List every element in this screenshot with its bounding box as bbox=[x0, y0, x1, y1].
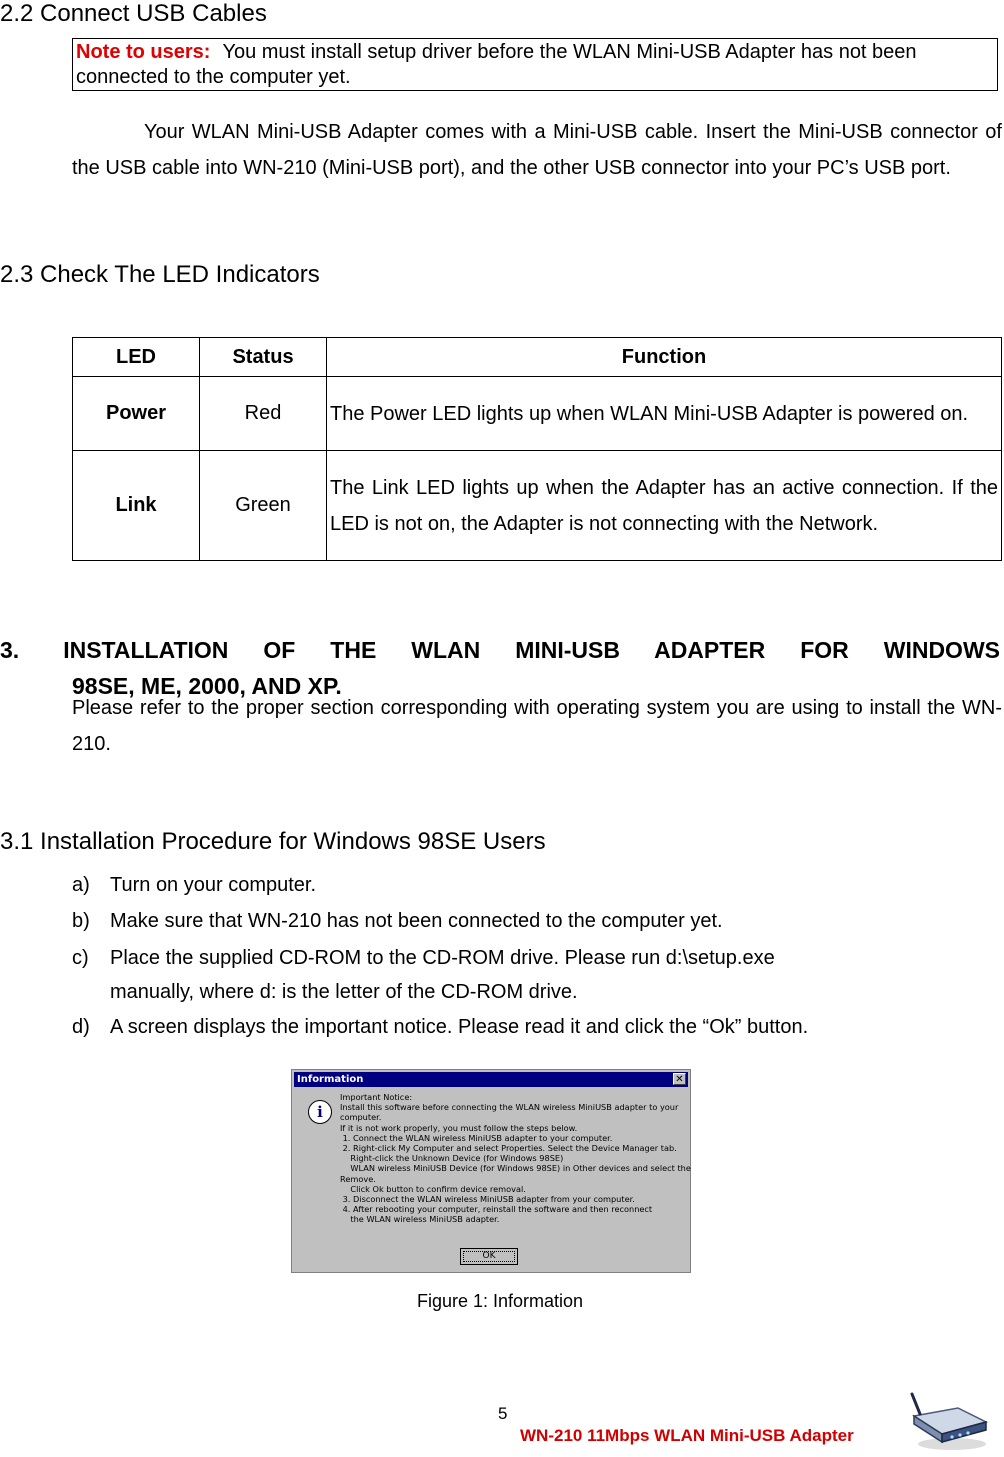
section-3-heading-line1: INSTALLATION OF THE WLAN MINI-USB ADAPTER FOR WINDOWS bbox=[63, 637, 1000, 663]
information-dialog-figure bbox=[291, 1069, 691, 1273]
list-item-text-line1: Place the supplied CD-ROM to the CD-ROM drive. Please run d:\setup.exe bbox=[110, 947, 775, 969]
section-3-paragraph: Please refer to the proper section corresponding with operating system you are using to install the WN-210. bbox=[72, 697, 1002, 755]
function-col-header: Function bbox=[327, 338, 1002, 377]
section-2-3-heading: 2.3 Check The LED Indicators bbox=[0, 261, 320, 288]
note-label: Note to users: bbox=[76, 41, 211, 63]
ok-button[interactable]: OK bbox=[460, 1248, 518, 1265]
list-item-text: A screen displays the important notice. Please read it and click the “Ok” button. bbox=[110, 1016, 809, 1038]
footer-product-title: WN-210 11Mbps WLAN Mini-USB Adapter bbox=[520, 1426, 854, 1445]
dialog-title: Information bbox=[297, 1074, 364, 1085]
status-col-header: Status bbox=[200, 338, 327, 377]
list-item-text: Make sure that WN-210 has not been connected to the computer yet. bbox=[110, 910, 723, 932]
function-cell: The Link LED lights up when the Adapter has an active connection. If the LED is not on, the Adapter is not connecting with the Network. bbox=[327, 451, 1002, 561]
page-number: 5 bbox=[498, 1404, 508, 1423]
section-3-heading-line2: 98SE, ME, 2000, AND XP. bbox=[72, 673, 342, 699]
note-box bbox=[72, 38, 998, 91]
table-row bbox=[73, 451, 1002, 561]
list-item-label: c) bbox=[72, 947, 89, 969]
info-icon: i bbox=[308, 1100, 332, 1124]
led-cell: Link bbox=[73, 451, 200, 561]
function-cell: The Power LED lights up when WLAN Mini-USB Adapter is powered on. bbox=[327, 377, 1002, 451]
list-item-label: a) bbox=[72, 874, 90, 896]
list-item-text: Turn on your computer. bbox=[110, 874, 317, 896]
list-item-text-line2: manually, where d: is the letter of the CD-ROM drive. bbox=[110, 981, 578, 1003]
list-item-label: d) bbox=[72, 1016, 90, 1038]
dialog-notice-text: Important Notice: Install this software before connecting the WLAN wireless MiniUSB adapter to your computer. If it is not work properly, you must follow the steps below. 1. Connect the WLAN wireless MiniUSB adapter to your computer. 2. Right-click My Computer and select Properties. Select the Device Manager tab. Right-click the Unknown Device (for Windows 98SE) WLAN wireless MiniUSB Device (for Windows 98SE) in Other devices and select the Remove. Click Ok button to confirm device removal. 3. Disconnect the WLAN wireless MiniUSB adapter from your computer. 4. After rebooting your computer, reinstall the software and then reconnect the WLAN wireless MiniUSB adapter. bbox=[340, 1092, 691, 1225]
figure-caption: Figure 1: Information bbox=[416, 1291, 584, 1311]
led-cell: Power bbox=[73, 377, 200, 451]
list-item bbox=[72, 904, 723, 938]
section-3-1-heading: 3.1 Installation Procedure for Windows 98SE Users bbox=[0, 828, 546, 855]
led-table bbox=[72, 337, 1002, 561]
status-cell: Red bbox=[200, 377, 327, 451]
close-icon[interactable]: ✕ bbox=[673, 1073, 686, 1085]
list-item-label: b) bbox=[72, 910, 90, 932]
list-item bbox=[72, 1010, 808, 1044]
list-item bbox=[72, 941, 775, 1009]
table-row bbox=[73, 377, 1002, 451]
note-text: You must install setup driver before the WLAN Mini-USB Adapter has not been connected to the computer yet. bbox=[76, 41, 917, 88]
section-2-2-heading: 2.2 Connect USB Cables bbox=[0, 0, 267, 27]
status-cell: Green bbox=[200, 451, 327, 561]
list-item-text bbox=[110, 941, 775, 1009]
led-col-header: LED bbox=[73, 338, 200, 377]
section-3-number: 3. bbox=[0, 637, 20, 663]
list-item bbox=[72, 868, 316, 902]
usb-cable-paragraph: Your WLAN Mini-USB Adapter comes with a Mini-USB cable. Insert the Mini-USB connector of the USB cable into WN-210 (Mini-USB port), and the other USB connector into your PC’s USB port. bbox=[72, 121, 1002, 179]
router-logo-icon bbox=[908, 1392, 988, 1454]
dialog-titlebar bbox=[294, 1072, 688, 1087]
led-table-header-row bbox=[73, 338, 1002, 377]
